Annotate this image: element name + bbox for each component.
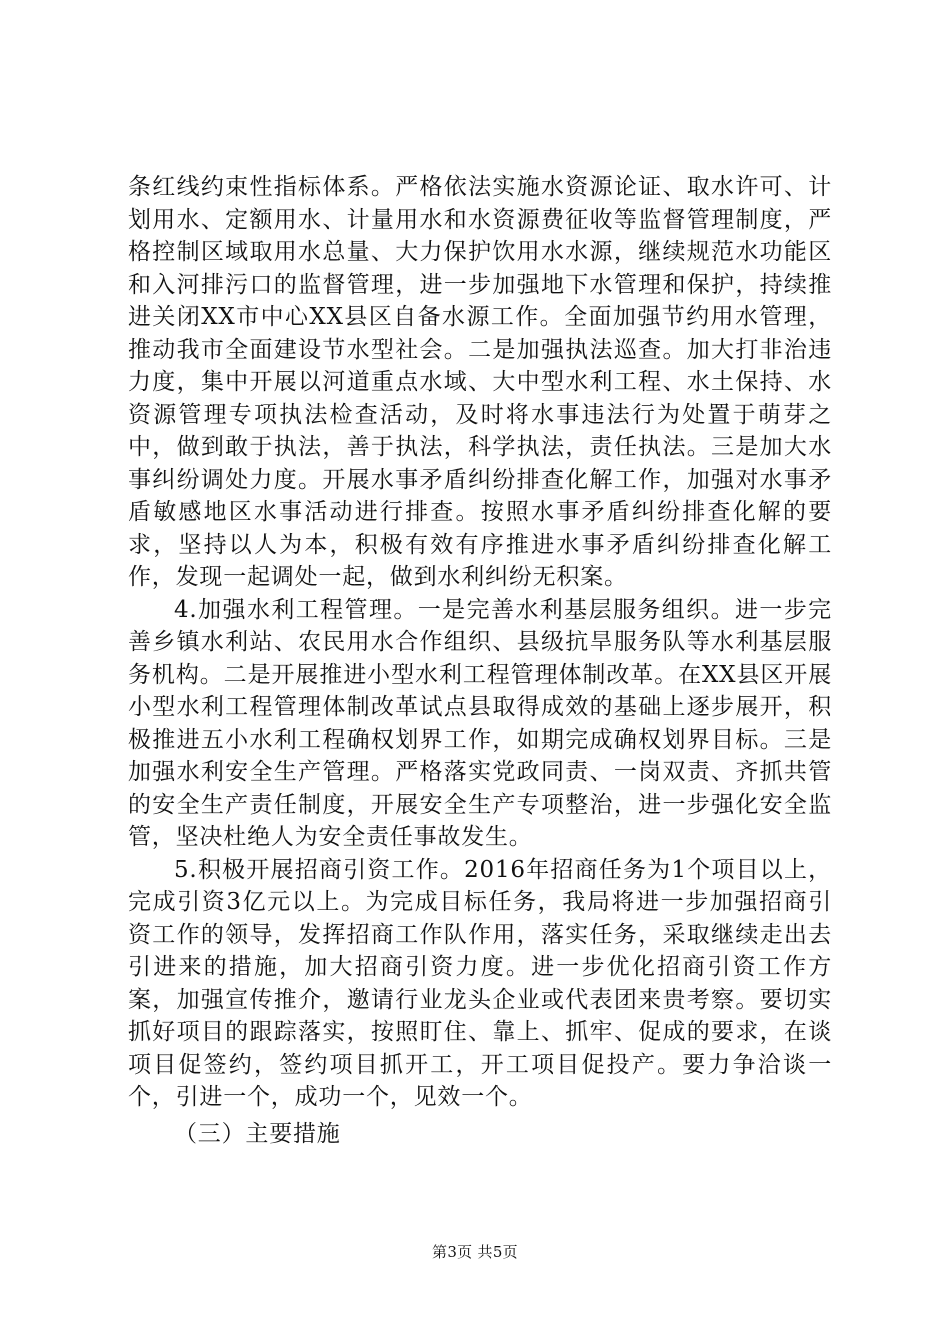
page-number-footer: 第3页 共5页	[432, 1243, 518, 1261]
document-body	[128, 171, 832, 1150]
paragraph-investment-attraction: 5.积极开展招商引资工作。2016年招商任务为1个项目以上，完成引资3亿元以上。为完成目标任务，我局将进一步加强招商引资工作的领导，发挥招商工作队作用，落实任务，采取继续走出去引进来的措施，加大招商引资力度。进一步优化招商引资工作方案，加强宣传推介，邀请行业龙头企业或代表团来贵考察。要切实抓好项目的跟踪落实，按照盯住、靠上、抓牢、促成的要求，在谈项目促签约，签约项目抓开工，开工项目促投产。要力争洽谈一个，引进一个，成功一个，见效一个。	[128, 856, 832, 1110]
section-subheading: （三）主要措施	[174, 1120, 341, 1147]
paragraph-water-project-management: 4.加强水利工程管理。一是完善水利基层服务组织。进一步完善乡镇水利站、农民用水合作组织、县级抗旱服务队等水利基层服务机构。二是开展推进小型水利工程管理体制改革。在XX县区开展小型水利工程管理体制改革试点县取得成效的基础上逐步展开，积极推进五小水利工程确权划界工作，如期完成确权划界目标。三是加强水利安全生产管理。严格落实党政同责、一岗双责、齐抓共管的安全生产责任制度，开展安全生产专项整治，进一步强化安全监管，坚决杜绝人为安全责任事故发生。	[128, 596, 832, 850]
paragraph-water-resource-management: 条红线约束性指标体系。严格依法实施水资源论证、取水许可、计划用水、定额用水、计量用水和水资源费征收等监督管理制度，严格控制区域取用水总量、大力保护饮用水水源，继续规范水功能区和入河排污口的监督管理，进一步加强地下水管理和保护，持续推进关闭XX市中心XX县区自备水源工作。全面加强节约用水管理，推动我市全面建设节水型社会。二是加强执法巡查。加大打非治违力度，集中开展以河道重点水域、大中型水利工程、水土保持、水资源管理专项执法检查活动，及时将水事违法行为处置于萌芽之中，做到敢于执法，善于执法，科学执法，责任执法。三是加大水事纠纷调处力度。开展水事矛盾纠纷排查化解工作，加强对水事矛盾敏感地区水事活动进行排查。按照水事矛盾纠纷排查化解的要求，坚持以人为本，积极有效有序推进水事矛盾纠纷排查化解工作，发现一起调处一起，做到水利纠纷无积案。	[128, 174, 832, 590]
